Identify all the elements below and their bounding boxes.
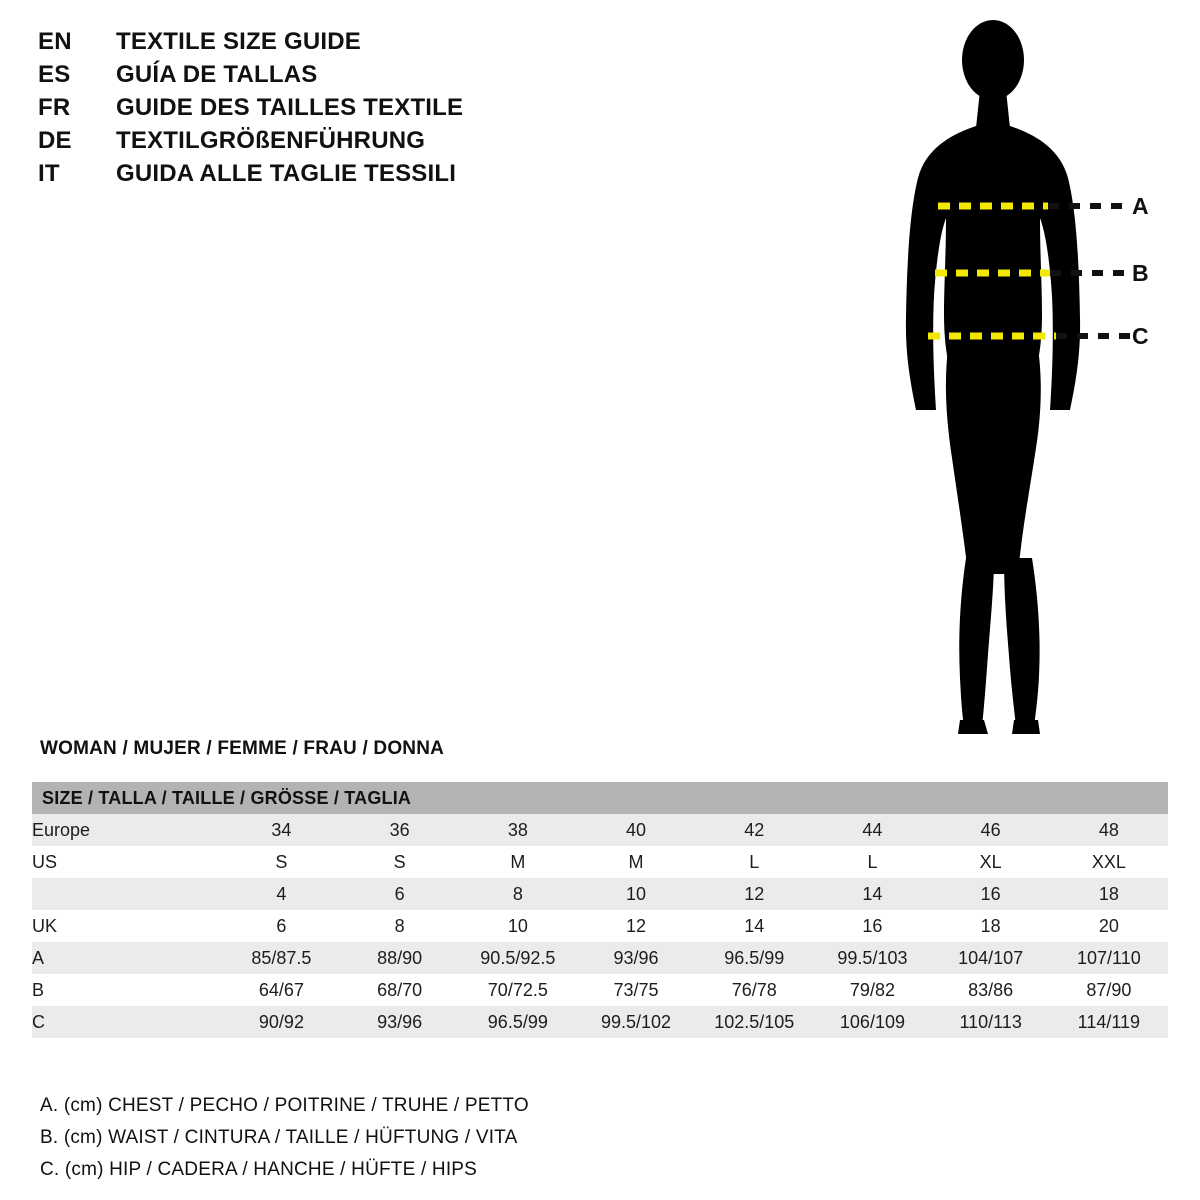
- cell: 10: [459, 910, 577, 942]
- cell: 79/82: [813, 974, 931, 1006]
- language-row: [38, 160, 558, 193]
- female-silhouette-icon: [860, 18, 1190, 748]
- cell: 73/75: [577, 974, 695, 1006]
- language-code-fr: FR: [38, 94, 71, 121]
- language-title-en: TEXTILE SIZE GUIDE: [116, 28, 361, 55]
- cell: 90/92: [222, 1006, 340, 1038]
- row-label-us-numeric: [32, 878, 222, 910]
- cell: 8: [341, 910, 459, 942]
- cell: 93/96: [341, 1006, 459, 1038]
- measure-label-b: B: [1132, 260, 1149, 286]
- language-code-en: EN: [38, 28, 72, 55]
- language-title-es: GUÍA DE TALLAS: [116, 61, 318, 88]
- table-caption: WOMAN / MUJER / FEMME / FRAU / DONNA: [40, 738, 445, 759]
- cell: 20: [1050, 910, 1168, 942]
- cell: 83/86: [932, 974, 1050, 1006]
- cell: 76/78: [695, 974, 813, 1006]
- cell: 42: [695, 814, 813, 846]
- cell: 85/87.5: [222, 942, 340, 974]
- language-title-it: GUIDA ALLE TAGLIE TESSILI: [116, 160, 457, 187]
- language-row: [38, 61, 558, 94]
- language-code-de: DE: [38, 127, 72, 154]
- table-row: [32, 1006, 1168, 1038]
- cell: 88/90: [341, 942, 459, 974]
- cell: 40: [577, 814, 695, 846]
- cell: M: [459, 846, 577, 878]
- row-label-b: B: [32, 974, 222, 1006]
- row-label-uk: UK: [32, 910, 222, 942]
- table-row: [32, 910, 1168, 942]
- language-row: [38, 94, 558, 127]
- cell: 96.5/99: [459, 1006, 577, 1038]
- cell: 6: [341, 878, 459, 910]
- cell: 10: [577, 878, 695, 910]
- cell: 16: [932, 878, 1050, 910]
- size-table: [32, 782, 1168, 1038]
- table-row: [32, 974, 1168, 1006]
- cell: XXL: [1050, 846, 1168, 878]
- table-row: [32, 942, 1168, 974]
- cell: 48: [1050, 814, 1168, 846]
- cell: 14: [695, 910, 813, 942]
- cell: 38: [459, 814, 577, 846]
- language-title-de: TEXTILGRÖßENFÜHRUNG: [116, 127, 426, 154]
- cell: 102.5/105: [695, 1006, 813, 1038]
- cell: 87/90: [1050, 974, 1168, 1006]
- language-code-it: IT: [38, 160, 60, 187]
- cell: 46: [932, 814, 1050, 846]
- cell: 90.5/92.5: [459, 942, 577, 974]
- language-row: [38, 127, 558, 160]
- language-title-block: [38, 28, 558, 193]
- cell: 93/96: [577, 942, 695, 974]
- cell: 34: [222, 814, 340, 846]
- footnote-chest: A. (cm) CHEST / PECHO / POITRINE / TRUHE / PETTO: [40, 1095, 529, 1116]
- measure-label-c: C: [1132, 323, 1149, 349]
- cell: M: [577, 846, 695, 878]
- row-label-us: US: [32, 846, 222, 878]
- cell: 44: [813, 814, 931, 846]
- cell: 16: [813, 910, 931, 942]
- cell: 99.5/103: [813, 942, 931, 974]
- table-row: [32, 846, 1168, 878]
- language-code-es: ES: [38, 61, 71, 88]
- row-label-a: A: [32, 942, 222, 974]
- cell: 14: [813, 878, 931, 910]
- cell: 70/72.5: [459, 974, 577, 1006]
- language-row: [38, 28, 558, 61]
- cell: 104/107: [932, 942, 1050, 974]
- language-title-fr: GUIDE DES TAILLES TEXTILE: [116, 94, 464, 121]
- measure-label-a: A: [1132, 193, 1149, 219]
- row-label-europe: Europe: [32, 814, 222, 846]
- cell: S: [222, 846, 340, 878]
- cell: 110/113: [932, 1006, 1050, 1038]
- cell: 99.5/102: [577, 1006, 695, 1038]
- cell: XL: [932, 846, 1050, 878]
- cell: 6: [222, 910, 340, 942]
- cell: 106/109: [813, 1006, 931, 1038]
- cell: 8: [459, 878, 577, 910]
- cell: 64/67: [222, 974, 340, 1006]
- cell: 68/70: [341, 974, 459, 1006]
- table-row: [32, 878, 1168, 910]
- cell: 18: [932, 910, 1050, 942]
- cell: 18: [1050, 878, 1168, 910]
- cell: 4: [222, 878, 340, 910]
- footnote-waist: B. (cm) WAIST / CINTURA / TAILLE / HÜFTUNG / VITA: [40, 1127, 518, 1148]
- cell: 114/119: [1050, 1006, 1168, 1038]
- table-row: [32, 814, 1168, 846]
- cell: S: [341, 846, 459, 878]
- cell: 107/110: [1050, 942, 1168, 974]
- footnotes: [40, 1090, 940, 1186]
- row-label-c: C: [32, 1006, 222, 1038]
- table-header-row: [32, 782, 1168, 814]
- cell: 36: [341, 814, 459, 846]
- table-header-label: SIZE / TALLA / TAILLE / GRÖSSE / TAGLIA: [32, 782, 1168, 814]
- body-measurement-figure: [860, 18, 1190, 748]
- cell: L: [813, 846, 931, 878]
- cell: 12: [577, 910, 695, 942]
- cell: 96.5/99: [695, 942, 813, 974]
- cell: L: [695, 846, 813, 878]
- footnote-hip: C. (cm) HIP / CADERA / HANCHE / HÜFTE / HIPS: [40, 1159, 478, 1180]
- cell: 12: [695, 878, 813, 910]
